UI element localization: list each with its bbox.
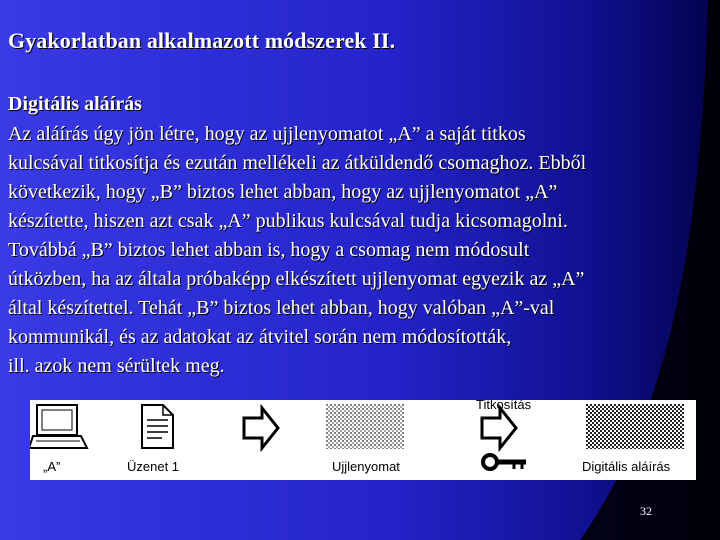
key-icon bbox=[483, 455, 526, 469]
body-line: útközben, ha az általa próbaképp elkészített ujjlenyomat egyezik az „A” bbox=[8, 268, 585, 290]
section-subtitle: Digitális aláírás bbox=[8, 93, 142, 115]
body-text bbox=[8, 120, 713, 381]
sender-label: „A” bbox=[43, 459, 61, 474]
message-label: Üzenet 1 bbox=[127, 459, 180, 474]
body-line: Továbbá „B” biztos lehet abban is, hogy a csomag nem módosult bbox=[8, 239, 530, 261]
signature-label: Digitális aláírás bbox=[582, 459, 671, 474]
body-line: következik, hogy „B” biztos lehet abban, hogy az ujjlenyomatot „A” bbox=[8, 181, 558, 203]
fingerprint-pattern-icon bbox=[326, 404, 404, 449]
body-line: Az aláírás úgy jön létre, hogy az ujjlenyomatot „A” a saját titkos bbox=[8, 123, 526, 145]
signature-diagram bbox=[30, 397, 696, 480]
arrow-right-icon bbox=[482, 408, 516, 448]
body-line: készítette, hiszen azt csak „A” publikus kulcsával tudja kicsomagolni. bbox=[8, 210, 568, 232]
slide-title: Gyakorlatban alkalmazott módszerek II. bbox=[8, 28, 396, 53]
page-number: 32 bbox=[640, 504, 652, 518]
encryption-label: Titkosítás bbox=[476, 397, 532, 412]
signature-pattern-icon bbox=[586, 404, 684, 449]
document-icon bbox=[142, 405, 173, 448]
body-line: ill. azok nem sérültek meg. bbox=[8, 355, 225, 377]
body-line: kulcsával titkosítja és ezután mellékeli az átküldendő csomaghoz. Ebből bbox=[8, 152, 587, 174]
fingerprint-label: Ujjlenyomat bbox=[332, 459, 400, 474]
body-line: kommunikál, és az adatokat az átvitel során nem módosították, bbox=[8, 326, 512, 348]
body-line: által készítettel. Tehát „B” biztos lehet abban, hogy valóban „A”-val bbox=[8, 297, 555, 319]
computer-icon bbox=[30, 405, 87, 448]
arrow-right-icon bbox=[244, 408, 278, 448]
